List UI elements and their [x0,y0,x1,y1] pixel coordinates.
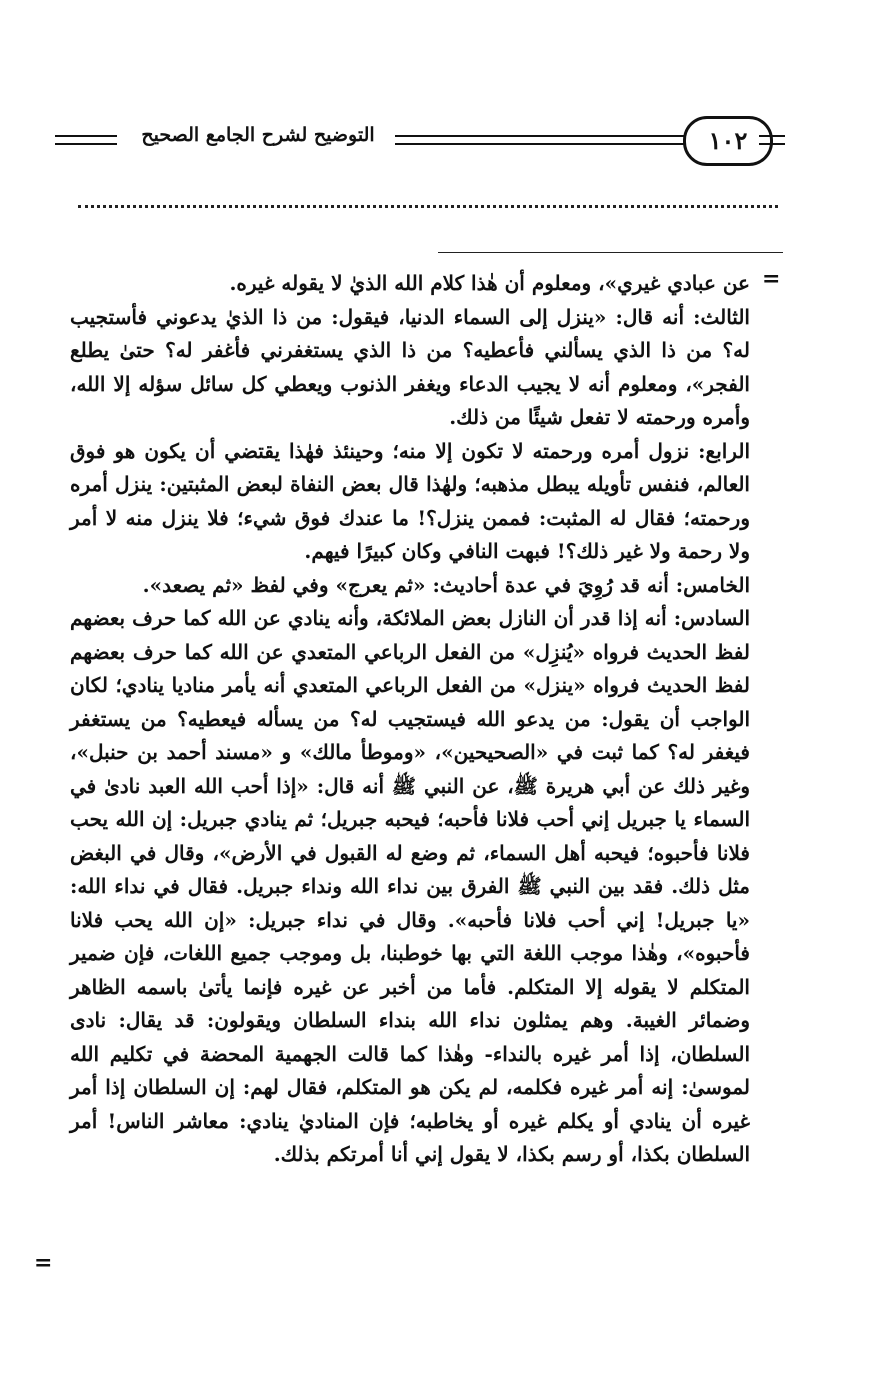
paragraph-sixth: السادس: أنه إذا قدر أن النازل بعض الملائكة، وأنه ينادي عن الله كما حرف بعضهم لفظ الحديث فرواه «يُنزِل» من الفعل الرباعي المتعدي عن الله كما حرف بعضهم لفظ الحديث فرواه «ينزل» من الفعل الرباعي المتعدي أنه يأمر مناديا ينادي؛ لكان الواجب أن يقول: من يدعو الله فيستجيب له؟ من يسأله فيعطيه؟ من يستغفر فيغفر له؟ كما ثبت في «الصحيحين»، «وموطأ مالك» و «مسند أحمد بن حنبل»، وغير ذلك عن أبي هريرة ﷺ، عن النبي ﷺ أنه قال: «إذا أحب الله العبد نادىٰ في السماء يا جبريل إني أحب فلانا فأحبه؛ فيحبه جبريل؛ ثم ينادي جبريل: إن الله يحب فلانا فأحبوه؛ فيحبه أهل السماء، ثم وضع له القبول في الأرض»، وقال في البغض مثل ذلك. فقد بين النبي ﷺ الفرق بين نداء الله ونداء جبريل. فقال في نداء الله: «يا جبريل! إني أحب فلانا فأحبه». وقال في نداء جبريل: «إن الله يحب فلانا فأحبوه»، وهٰذا موجب اللغة التي بها خوطبنا، بل وموجب جميع اللغات، فإن ضمير المتكلم لا يقوله إلا المتكلم. فأما من أخبر عن غيره فإنما يأتىٰ باسمه الظاهر وضمائر الغيبة. وهم يمثلون نداء الله بنداء السلطان ويقولون: قد يقال: نادى السلطان، إذا أمر غيره بالنداء- وهٰذا كما قالت الجهمية المحضة في تكليم الله لموسىٰ: إنه أمر غيره فكلمه، لم يكن هو المتكلم، فقال لهم: إن السلطان إذا أمر غيره أن ينادي أو يكلم غيره أو يخاطبه؛ فإن المناديٰ ينادي: معاشر الناس! أمر السلطان بكذا، أو رسم بكذا، لا يقول إني أنا أمرتكم بذلك. [70,606,751,1166]
paragraph-fourth: الرابع: نزول أمره ورحمته لا تكون إلا منه؛ وحينئذ فهٰذا يقتضي أن يكون هو فوق العالم، فنفس تأويله يبطل مذهبه؛ ولهٰذا قال بعض النفاة لبعض المثبتين: ينزل أمره ورحمته؛ فقال له المثبت: فممن ينزل؟! ما عندك فوق شيء؛ فلا ينزل منه لا أمر ولا رحمة ولا غير ذلك؟! فبهت النافي وكان كبيرًا فيهم. [70,438,750,563]
header-rule-right [759,135,785,145]
continuation-mark-bottom: = [34,1250,53,1276]
footnote-rule [438,252,783,253]
dotted-separator [78,205,778,208]
paragraph-continuation: عن عبادي غيري»، ومعلوم أن هٰذا كلام الله الذيٰ لا يقوله غيره. [229,271,750,295]
book-title: التوضيح لشرح الجامع الصحيح [141,124,375,146]
paragraph-fifth: الخامس: أنه قد رُوِيَ في عدة أحاديث: «ثم يعرج» وفي لفظ «ثم يصعد». [142,572,750,597]
paragraph-third: الثالث: أنه قال: «ينزل إلى السماء الدنيا، فيقول: من ذا الذيٰ يدعوني فأستجيب له؟ من ذا الذي يسألني فأعطيه؟ من ذا الذي يستغفرني فأغفر له؟ حتىٰ يطلع الفجر»، ومعلوم أنه لا يجيب الدعاء ويغفر الذنوب ويعطي كل سائل سؤله إلا الله، وأمره ورحمته لا تفعل شيئًا من ذلك. [70,304,750,429]
page-header [55,112,785,168]
page-number: ١٠٢ [683,116,773,166]
header-rule-middle [395,135,695,145]
header-rule-left [55,135,117,145]
continuation-mark-top: = [762,266,781,292]
page-body [70,267,750,1172]
